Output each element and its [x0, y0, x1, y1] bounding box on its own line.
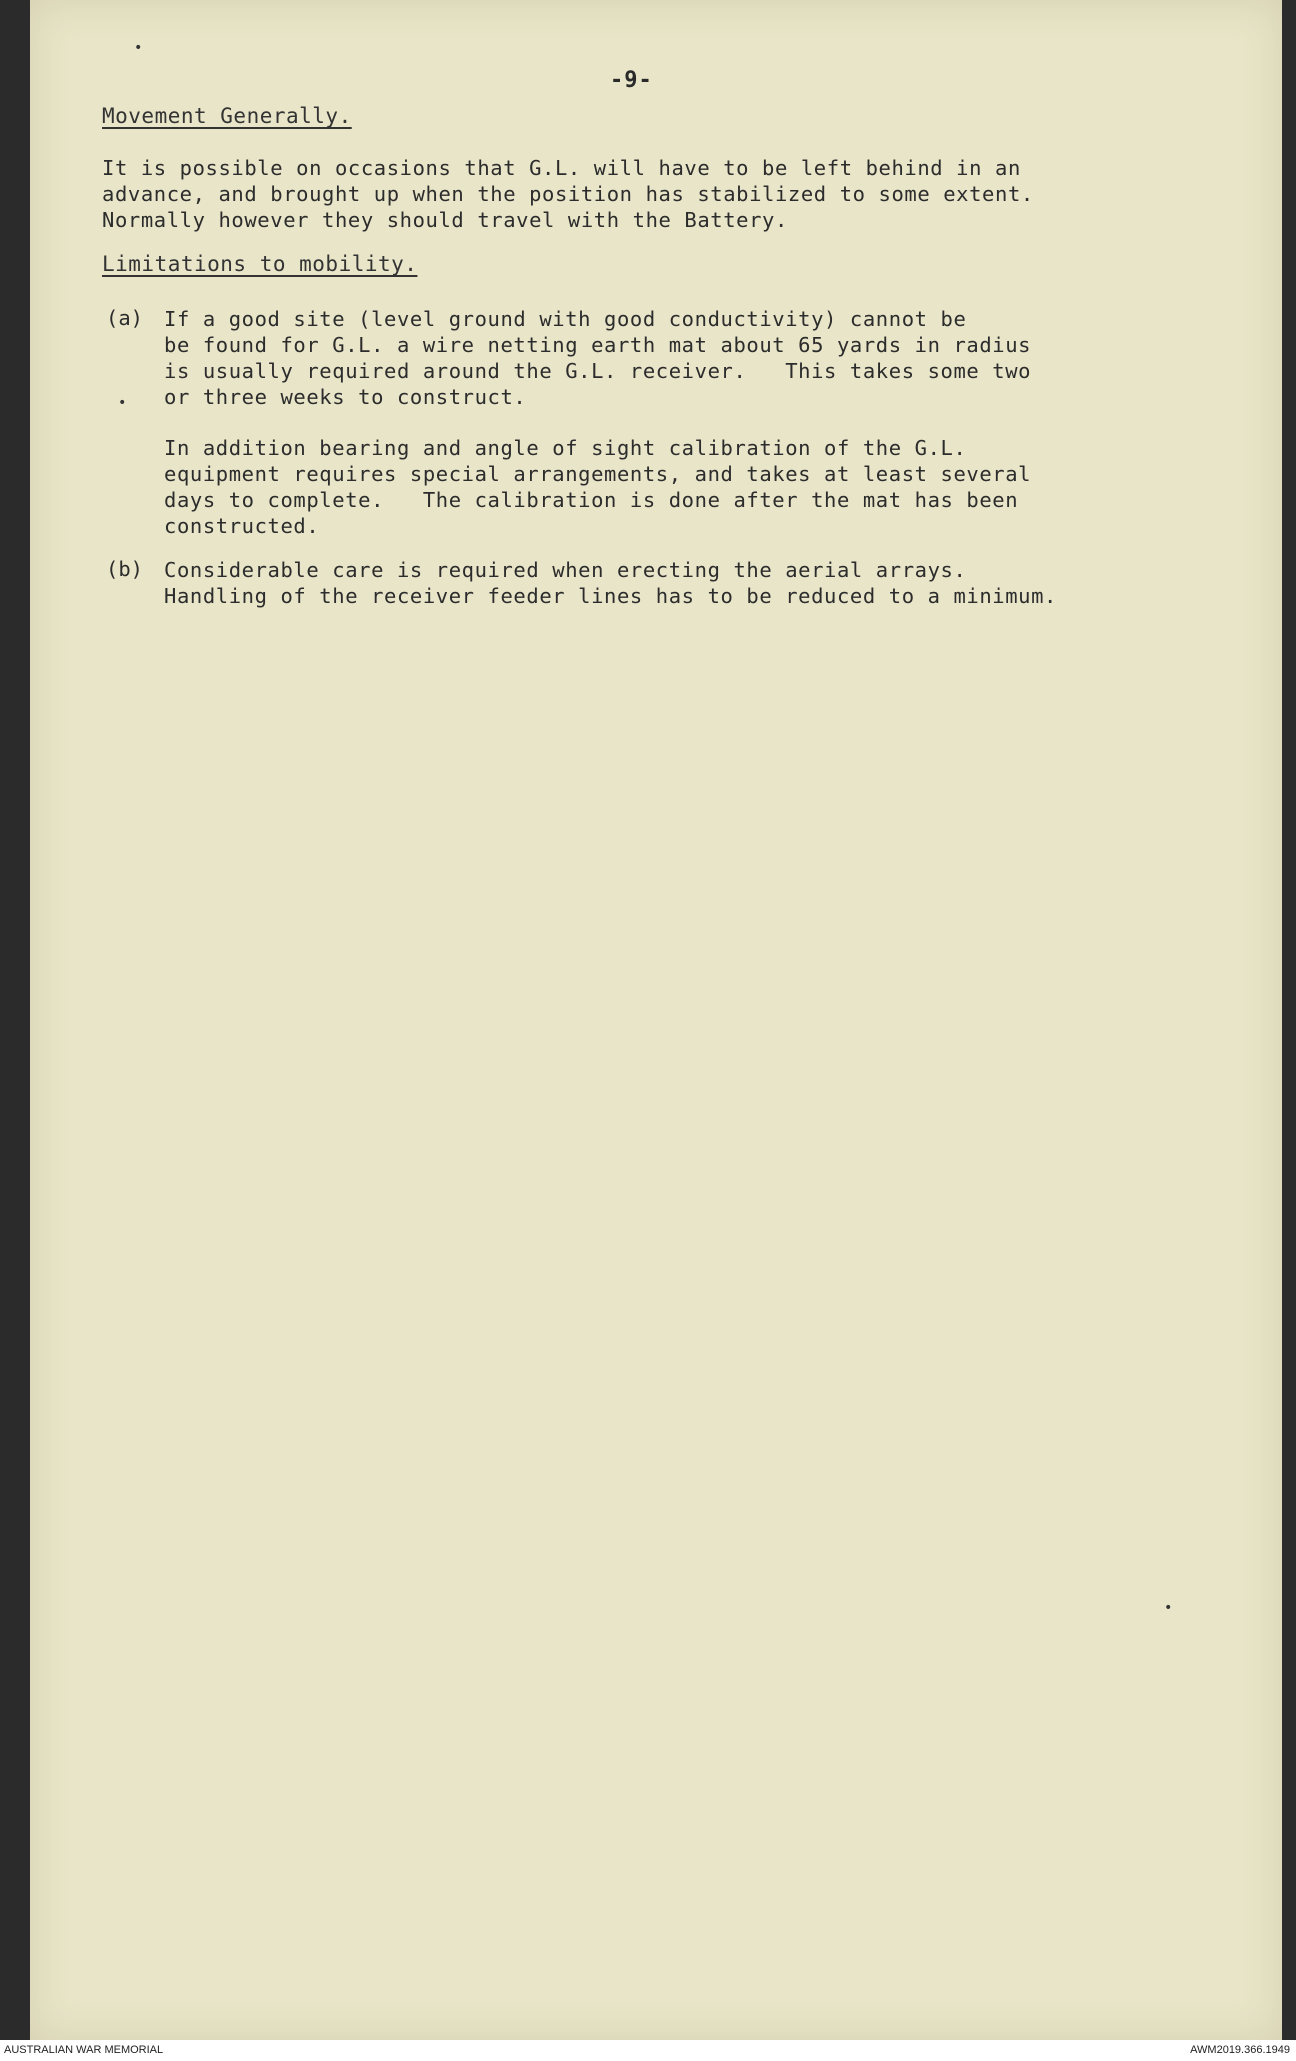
item-label-a: (a)	[106, 306, 144, 330]
document-page	[30, 0, 1282, 2040]
item-b-paragraph: Considerable care is required when erecting the aerial arrays. Handling of the receiver feeder lines has to be reduced to a minimum.	[164, 558, 1058, 608]
ink-speck: •	[134, 40, 143, 56]
footer-archive-name: AUSTRALIAN WAR MEMORIAL	[4, 2044, 164, 2056]
movement-paragraph: It is possible on occasions that G.L. will have to be left behind in an advance, and brought up when the position has stabilized to some extent. Normally however they should travel with the Battery.	[102, 156, 1034, 232]
item-label-b: (b)	[106, 557, 144, 581]
ink-speck: •	[1164, 1600, 1173, 1616]
section-heading-limitations: Limitations to mobility.	[102, 252, 418, 276]
archive-footer	[0, 2040, 1296, 2061]
page-number: -9-	[610, 68, 653, 93]
ink-speck: •	[118, 395, 127, 411]
section-heading-movement: Movement Generally.	[102, 104, 352, 128]
footer-accession-number: AWM2019.366.1949	[1190, 2044, 1290, 2056]
item-a-paragraph-2: In addition bearing and angle of sight calibration of the G.L. equipment requires special arrangements, and takes at least several days to complete. The calibration is done after the mat has been constructed.	[164, 436, 1032, 538]
item-a-paragraph: If a good site (level ground with good conductivity) cannot be be found for G.L. a wire netting earth mat about 65 yards in radius is usually required around the G.L. receiver. This takes some two or three weeks to construct.	[164, 307, 1032, 409]
